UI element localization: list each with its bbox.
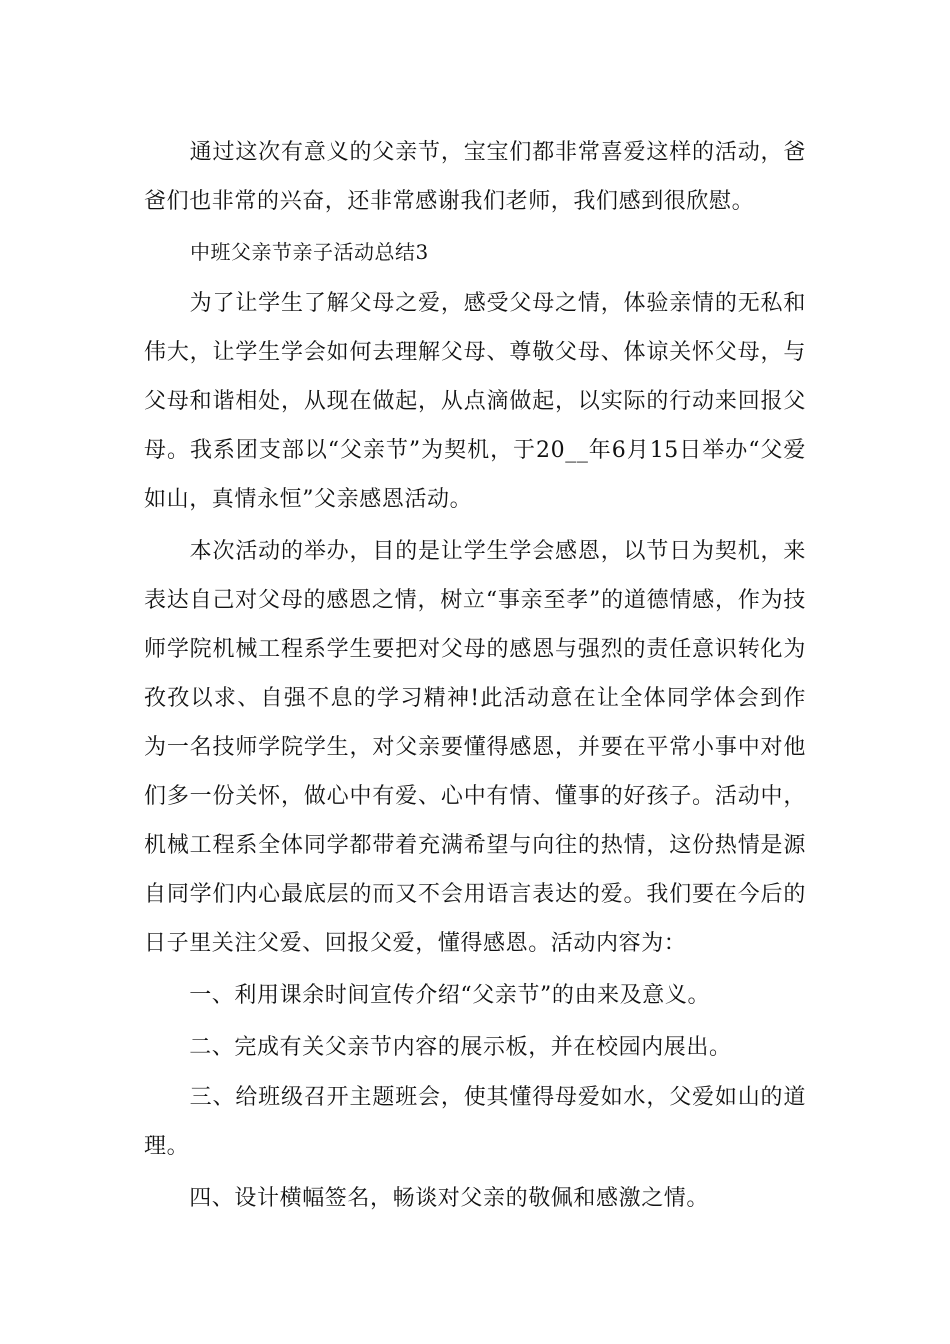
section-heading: 中班父亲节亲子活动总结3	[190, 240, 429, 264]
list-item-2: 二、完成有关父亲节内容的展示板，并在校园内展出。	[144, 1035, 732, 1060]
list-item-3: 三、给班级召开主题班会，使其懂得母爱如水，父爱如山的道理。	[144, 1085, 806, 1159]
paragraph-activity-purpose: 为了让学生了解父母之爱，感受父母之情，体验亲情的无私和伟大，让学生学会如何去理解父母、尊敬父母、体谅关怀父母，与父母和谐相处，从现在做起，从点滴做起，以实际的行动来回报父母。我系团支部以“父亲节”为契机，于20__年6月15日举办“父爱如山，真情永恒”父亲感恩活动。	[144, 291, 806, 512]
paragraph-closing-remarks: 通过这次有意义的父亲节，宝宝们都非常喜爱这样的活动，爸爸们也非常的兴奋，还非常感谢我们老师，我们感到很欣慰。	[144, 140, 806, 214]
list-item-4: 四、设计横幅签名，畅谈对父亲的敬佩和感激之情。	[144, 1186, 710, 1211]
paragraph-activity-description: 本次活动的举办，目的是让学生学会感恩，以节日为契机，来表达自己对父母的感恩之情，树立“事亲至孝”的道德情感，作为技师学院机械工程系学生要把对父母的感恩与强烈的责任意识转化为孜孜以求、自强不息的学习精神!此活动意在让全体同学体会到作为一名技师学院学生，对父亲要懂得感恩，并要在平常小事中对他们多一份关怀，做心中有爱、心中有情、懂事的好孩子。活动中，机械工程系全体同学都带着充满希望与向往的热情，这份热情是源自同学们内心最底层的而又不会用语言表达的爱。我们要在今后的日子里关注父爱、回报父爱，懂得感恩。活动内容为：	[144, 539, 806, 956]
list-item-1: 一、利用课余时间宣传介绍“父亲节”的由来及意义。	[144, 983, 711, 1008]
